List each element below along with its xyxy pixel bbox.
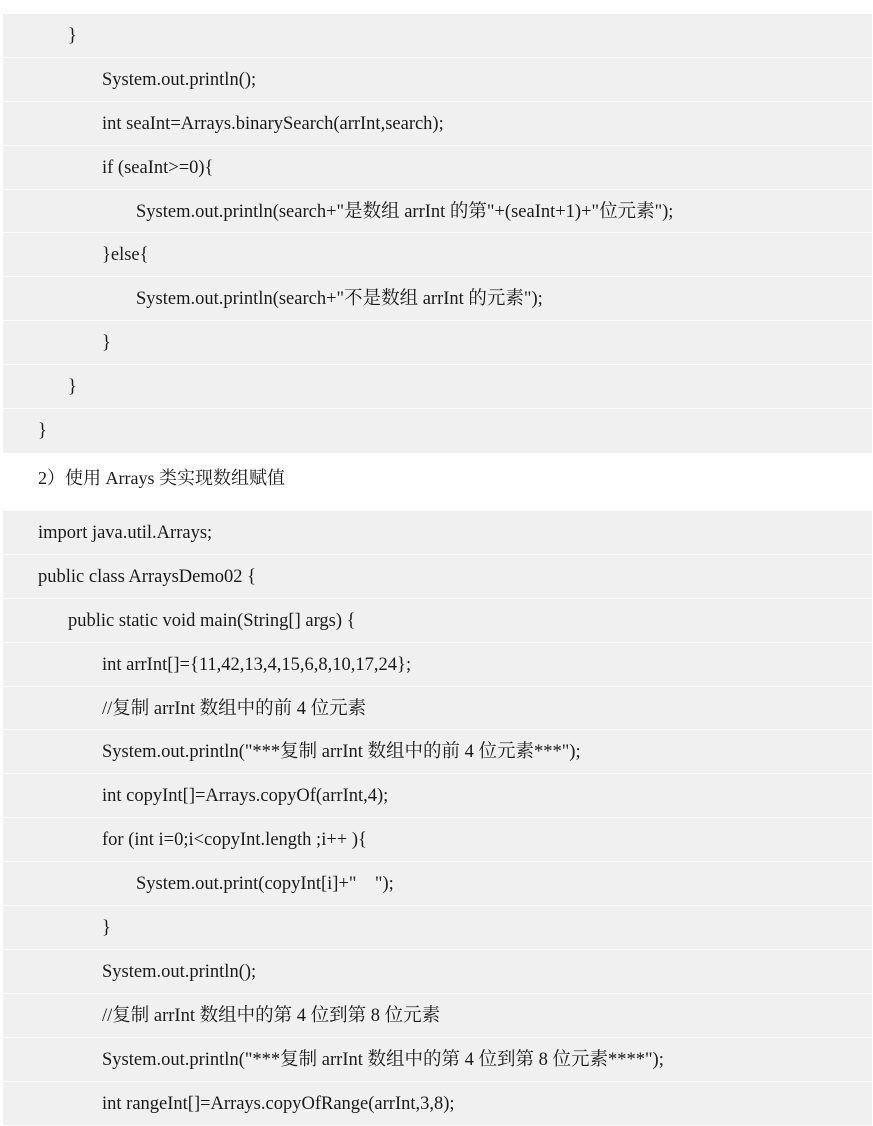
code-line: //复制 arrInt 数组中的前 4 位元素 xyxy=(3,687,872,731)
code-line: public static void main(String[] args) { xyxy=(3,599,872,643)
code-line: } xyxy=(3,14,872,58)
code-line: import java.util.Arrays; xyxy=(3,511,872,555)
code-line: System.out.println(search+"不是数组 arrInt 的元素"); xyxy=(3,277,872,321)
code-line: if (seaInt>=0){ xyxy=(3,146,872,190)
code-line: System.out.println("***复制 arrInt 数组中的第 4 位到第 8 位元素****"); xyxy=(3,1038,872,1082)
code-line: } xyxy=(38,421,47,442)
code-line: //复制 arrInt 数组中的第 4 位到第 8 位元素 xyxy=(3,994,872,1038)
code-block-arrays-demo02 xyxy=(3,511,872,1125)
code-line: } xyxy=(3,365,872,409)
code-line: } xyxy=(3,321,872,365)
code-line: System.out.println(); xyxy=(3,950,872,994)
code-block-binary-search xyxy=(3,14,872,453)
code-line: System.out.println(search+"是数组 arrInt 的第"+(seaInt+1)+"位元素"); xyxy=(3,190,872,234)
code-line: for (int i=0;i<copyInt.length ;i++ ){ xyxy=(3,818,872,862)
section-heading: 2）使用 Arrays 类实现数组赋值 xyxy=(38,468,285,488)
code-line: System.out.print(copyInt[i]+" "); xyxy=(3,862,872,906)
code-line: }else{ xyxy=(3,233,872,277)
code-line: System.out.println(); xyxy=(3,58,872,102)
code-line: int seaInt=Arrays.binarySearch(arrInt,search); xyxy=(3,102,872,146)
code-line: int rangeInt[]=Arrays.copyOfRange(arrInt,3,8); xyxy=(102,1093,455,1114)
code-line: public class ArraysDemo02 { xyxy=(3,555,872,599)
code-line: int arrInt[]={11,42,13,4,15,6,8,10,17,24}; xyxy=(3,643,872,687)
code-line: System.out.println("***复制 arrInt 数组中的前 4 位元素***"); xyxy=(3,730,872,774)
code-line: int copyInt[]=Arrays.copyOf(arrInt,4); xyxy=(3,774,872,818)
code-line: } xyxy=(3,906,872,950)
